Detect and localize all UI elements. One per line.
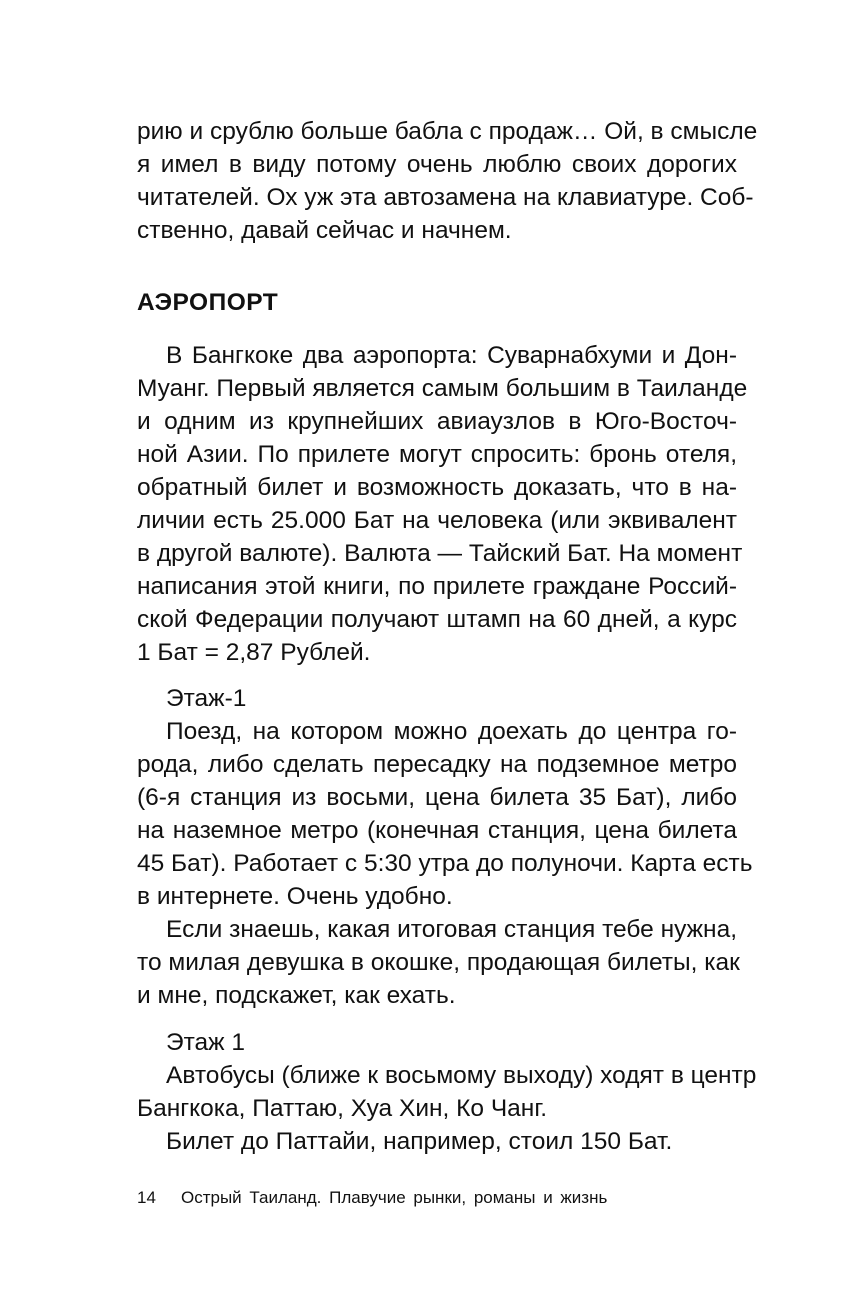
text-line: 45 Бат). Работает с 5:30 утра до полуночи. Карта есть — [137, 850, 753, 877]
section-heading: АЭРОПОРТ — [137, 289, 279, 316]
text-line: и мне, подскажет, как ехать. — [137, 982, 456, 1009]
running-title: Острый Таиланд. Плавучие рынки, романы и жизнь — [181, 1188, 608, 1207]
text-line: ной Азии. По прилете могут спросить: бронь отеля, — [137, 441, 737, 468]
text-line: в интернете. Очень удобно. — [137, 883, 453, 910]
text-line: я имел в виду потому очень люблю своих дорогих — [137, 151, 737, 178]
text-line: то милая девушка в окошке, продающая билеты, как — [137, 949, 740, 976]
text-line: написания этой книги, по прилете граждане Россий- — [137, 573, 737, 600]
floor-label: Этаж 1 — [166, 1029, 246, 1056]
text-line: рию и срублю больше бабла с продаж… Ой, в смысле — [137, 118, 758, 145]
text-line: читателей. Ох уж эта автозамена на клавиатуре. Соб- — [137, 184, 754, 211]
text-line: Бангкока, Паттаю, Хуа Хин, Ко Чанг. — [137, 1095, 548, 1122]
text-line: рода, либо сделать пересадку на подземное метро — [137, 751, 737, 778]
text-line: Поезд, на котором можно доехать до центра го- — [166, 718, 737, 745]
text-line: в другой валюте). Валюта — Тайский Бат. На момент — [137, 540, 743, 567]
text-line: В Бангкоке два аэропорта: Суварнабхуми и Дон- — [166, 342, 737, 369]
text-line: Муанг. Первый является самым большим в Таиланде — [137, 375, 748, 402]
text-line: Билет до Паттайи, например, стоил 150 Бат. — [166, 1128, 673, 1155]
page-footer — [137, 1187, 607, 1209]
text-line: 1 Бат = 2,87 Рублей. — [137, 639, 371, 666]
text-line: на наземное метро (конечная станция, цена билета — [137, 817, 737, 844]
text-line: обратный билет и возможность доказать, что в на- — [137, 474, 737, 501]
text-line: ственно, давай сейчас и начнем. — [137, 217, 512, 244]
text-line: Если знаешь, какая итоговая станция тебе нужна, — [166, 916, 737, 943]
page-number: 14 — [137, 1188, 156, 1207]
text-line: ской Федерации получают штамп на 60 дней, а курс — [137, 606, 737, 633]
text-line: Автобусы (ближе к восьмому выходу) ходят в центр — [166, 1062, 757, 1089]
text-line: личии есть 25.000 Бат на человека (или эквивалент — [137, 507, 737, 534]
text-line: и одним из крупнейших авиаузлов в Юго-Восточ- — [137, 408, 737, 435]
floor-label: Этаж-1 — [166, 685, 247, 712]
text-line: (6-я станция из восьми, цена билета 35 Бат), либо — [137, 784, 737, 811]
